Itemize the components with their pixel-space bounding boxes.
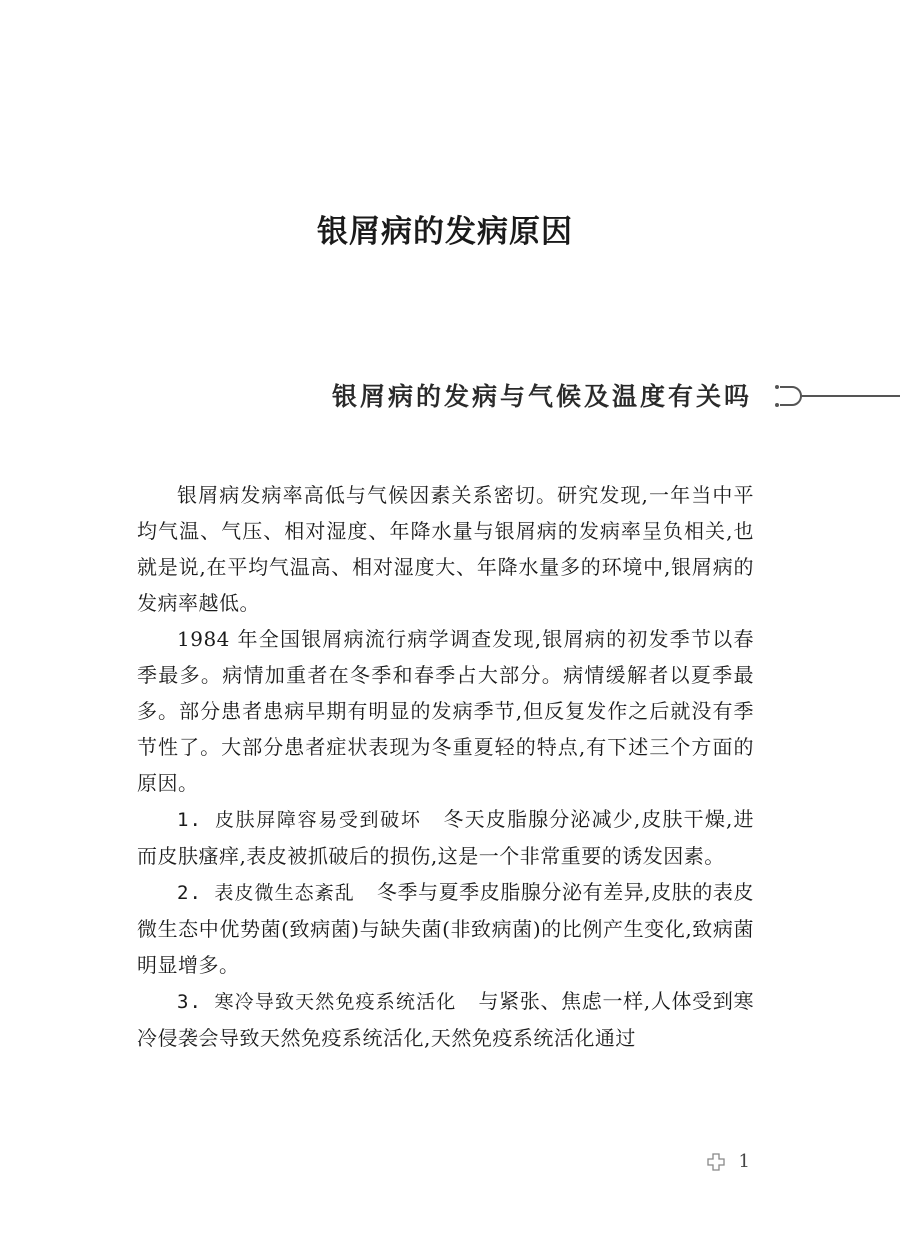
- paragraph: [137, 983, 754, 1056]
- article-body: [137, 477, 754, 1056]
- paragraph: [137, 801, 754, 874]
- paragraph-text: 冬季与夏季皮脂腺分泌有差异,皮肤的表皮微生态中优势菌(致病菌)与缺失菌(非致病菌)的比例产生变化,致病菌明显增多。: [137, 880, 754, 977]
- section-title: 银屑病的发病与气候及温度有关吗: [331, 382, 752, 411]
- page-number: 1: [738, 1151, 750, 1172]
- paragraph-lead: 1. 皮肤屏障容易受到破坏: [177, 809, 422, 831]
- medical-cross-icon: [707, 1153, 725, 1171]
- paragraph: [137, 874, 754, 983]
- paragraph-lead: 3. 寒冷导致天然免疫系统活化: [177, 991, 457, 1013]
- paragraph: [137, 477, 754, 621]
- paragraph: [137, 621, 754, 801]
- paragraph-text: 1984 年全国银屑病流行病学调查发现,银屑病的初发季节以春季最多。病情加重者在冬季和春季占大部分。病情缓解者以夏季最多。部分患者患病早期有明显的发病季节,但反复发作之后就没有季节性了。大部分患者症状表现为冬重夏轻的特点,有下述三个方面的原因。: [137, 627, 754, 795]
- chapter-title: 银屑病的发病原因: [317, 214, 573, 250]
- paragraph-text: 冬天皮脂腺分泌减少,皮肤干燥,进而皮肤瘙痒,表皮被抓破后的损伤,这是一个非常重要的诱发因素。: [137, 807, 754, 868]
- paragraph-text: 与紧张、焦虑一样,人体受到寒冷侵袭会导致天然免疫系统活化,天然免疫系统活化通过: [137, 989, 754, 1050]
- paragraph-lead: 2. 表皮微生态紊乱: [177, 882, 355, 904]
- stethoscope-line-icon: [770, 381, 900, 411]
- paragraph-text: 银屑病发病率高低与气候因素关系密切。研究发现,一年当中平均气温、气压、相对湿度、年降水量与银屑病的发病率呈负相关,也就是说,在平均气温高、相对湿度大、年降水量多的环境中,银屑病的发病率越低。: [137, 483, 754, 615]
- page-footer: [707, 1151, 750, 1172]
